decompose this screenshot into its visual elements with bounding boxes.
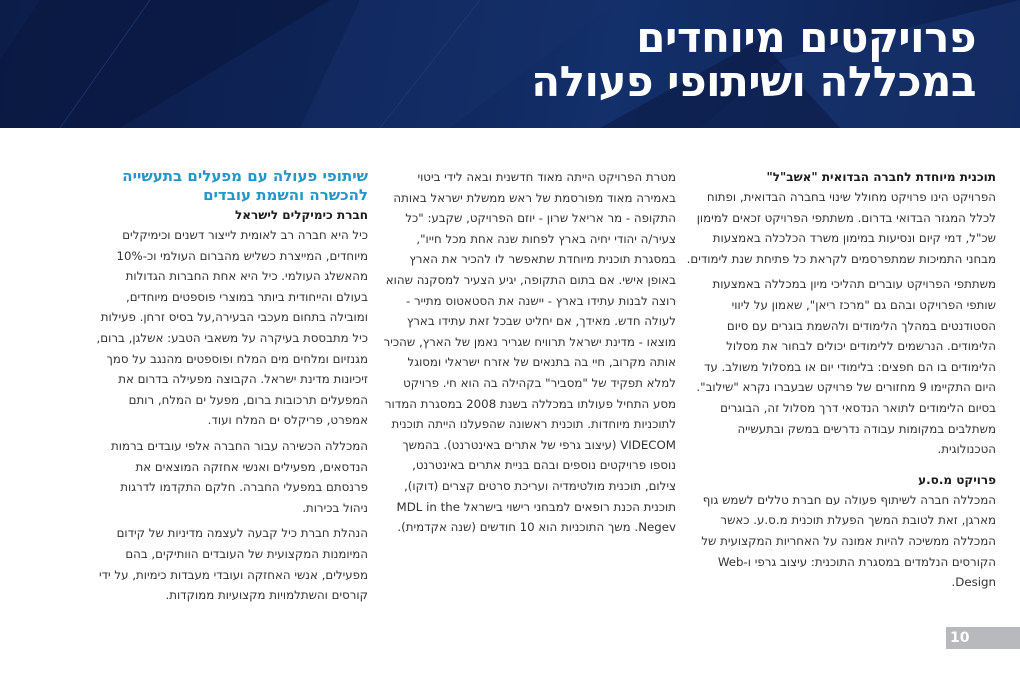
page-title [531, 13, 976, 106]
paragraph: המכללה חברה לשיתוף פעולה עם חברת טללים לשמש גוף מארגן, זאת לטובת המשך הפעלת תוכנית מ.ס.ע. כאשר המכללה ממשיכה להיות אמונה על האחריות המקצועית של הקורסים הנלמדים במסגרת התוכנית: עיצוב גרפי ו-Web Design. [701, 492, 996, 590]
page-header-banner [0, 0, 1020, 128]
paragraph: הנהלת חברת כיל קבעה לעצמה מדיניות של קידום המיומנות המקצועית של העובדים הוותיקים, בהם מפעילים, אנשי האחזקה ועובדי מעבדות כימיות, על ידי קורסים והשתלמויות מקצועיות ממוקדות. [98, 526, 368, 603]
paragraph: משתתפי הפרויקט עוברים תהליכי מיון במכללה באמצעות שותפי הפרויקט ובהם גם "מרכז ריאן", שאמון על ליווי הסטודנטים במהלך הלימודים ולהשמת בוגרים עם סיום הלימודים. הנרשמים ללימודים יכולים לבחור את מסלול הלימודים בו הם חפצים: בלימודי יום או במסלול משולב. עד היום התקיימו 9 מחזורים של פרויקט שבעברו נקרא "שילוב". בסיום הלימודים לתואר הנדסאי דרך מסלול זה, הבוגרים משתלבים במקומות עבודה נדרשים במשק ובתעשייה הטכנולוגית. [696, 277, 996, 457]
page-title-line2: במכללה ושיתופי פעולה [531, 57, 976, 106]
paragraph: מטרת הפרויקט הייתה מאוד חדשנית ובאה לידי ביטוי באמירה מאוד מפורסמת של ראש ממשלת ישראל באותה התקופה - מר אריאל שרון - יוזם הפרויקט, שקבע: "כל צעיר/ה יהודי יחיה בארץ לפחות שנה אחת מכל חייו", במסגרת תוכנית מיוחדת שתאפשר לו להכיר את הארץ באופן אישי. אם בתום התקופה, יגיע הצעיר למסקנה שהוא רוצה לבנות עתידו בארץ - יישנה את הסטאטוס מתייר - לעולה חדש. מאידך, אם יחליט שבכל זאת עתידו בארץ מוצאו - מדינת ישראל תרוויח שגריר נאמן של הארץ, שהכיר אותה מקרוב, חיי בה בתנאים של אזרח ישראלי ומסוגל למלא תפקיד של "מסביר" בקהילה בה הוא חי. פרויקט מסע התחיל פעולתו במכללה בשנת 2008 במסגרת המדור לתוכניות מיוחדות. תוכנית ראשונה שהפעלנו הייתה תוכנית VIDECOM (עיצוב גרפי של אתרים באינטרנט). בהמשך נוספו פרויקטים נוספים ובהם בניית אתרים באינטרנט, צילום, תוכנית מולטימדיה ועריכת סרטים קצרים (דוקו), תוכנית הכנת רופאים למבחני רישוי בישראל MDL in the Negev. משך התוכניות הוא 10 חודשים (שנה אקדמית). [383, 170, 676, 535]
section-heading-bedouin-program: תוכנית מיוחדת לחברה הבדואית "אשב"ל" [766, 170, 996, 184]
section-heading-icl: חברת כימיקלים לישראל [235, 208, 368, 222]
paragraph: המכללה הכשירה עבור החברה אלפי עובדים ברמות הנדסאים, מפעילים ואנשי אחזקה המוצאים את פרנסתם במפעלי החברה. חלקם התקדמו לדרגות ניהול בכירות. [111, 438, 368, 515]
paragraph: כיל היא חברה רב לאומית לייצור דשנים וכימיקלים מיוחדים, המייצרת כשליש מהברום העולמי וכ-10% מהאשלג העולמי. כיל היא אחת החברות הגדולות בעולם והייחודית ביותר במוצרי פוספטים מיוחדים, ומובילה בתחום מעכבי הבעירה,על בסיס זרחן. פעילות כיל מתבססת בעיקרה על משאבי הטבע: אשלגן, ברום, מגנזיום ומלחים מים המלח ופוספטים מהנגב על סמך זיכיונות מדינת ישראל. הקבוצה מפעילה בדרום את המפעלים תרכובות ברום, מפעל ים המלח, רותם אמפרט, פריקלס ים המלח ועוד. [96, 228, 368, 428]
column-left [92, 167, 368, 611]
column-middle [378, 167, 676, 543]
section-title-industry-cooperation: שיתופי פעולה עם מפעלים בתעשייה להכשרה והשמת עובדים [122, 167, 368, 204]
paragraph: הפרויקט הינו פרויקט מחולל שינוי בחברה הבדואית, ופתוח לכלל המגזר הבדואי בדרום. משתתפי הפרויקט זכאים למימון שכ"ל, דמי קיום ונסיעות במימון משרד הכלכלה באמצעות מבחני התמיכות שמתפרסמים לקראת כל פתיחת שנת לימודים. [686, 190, 996, 266]
section-heading-masa-project: פרויקט מ.ס.ע [918, 472, 996, 487]
column-right [686, 167, 996, 598]
page-number: 10 [950, 630, 970, 646]
page-title-line1: פרויקטים מיוחדים [636, 13, 976, 62]
